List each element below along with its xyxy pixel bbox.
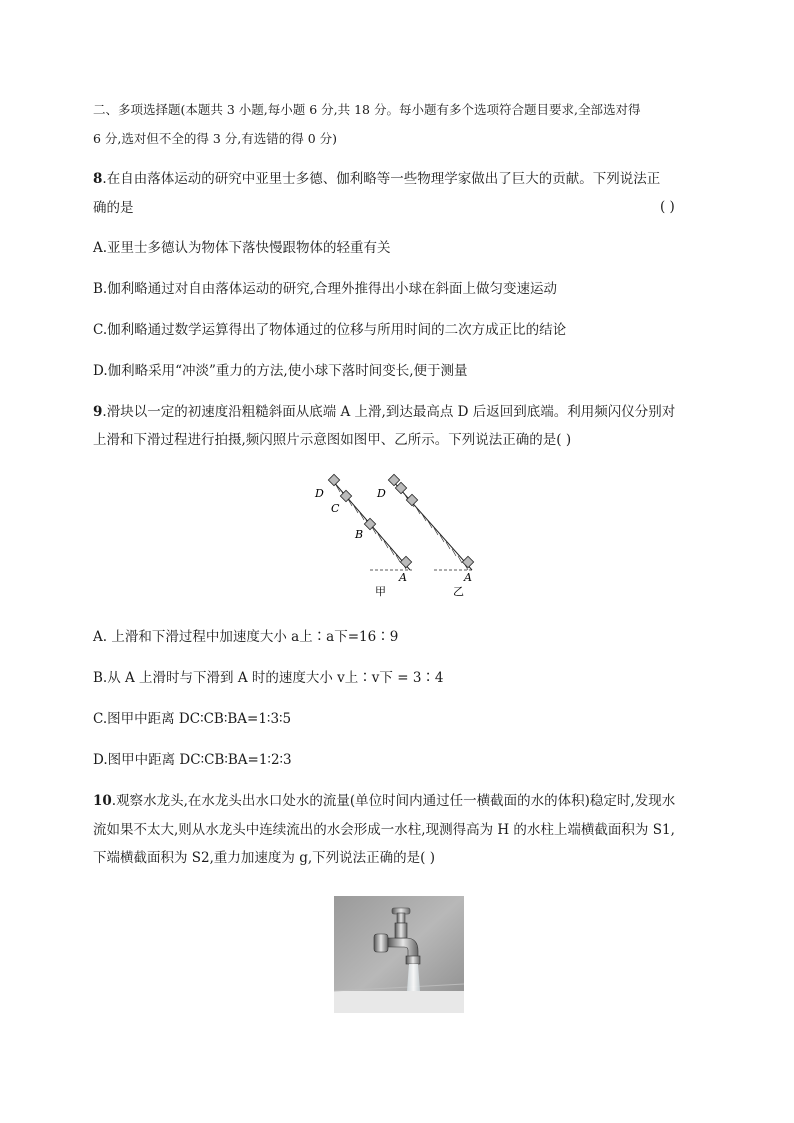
q8-stem-line2: 确的是 bbox=[93, 200, 134, 216]
q8-answer-paren: ( ) bbox=[660, 199, 675, 215]
section-header-line2: 6 分,选对但不全的得 3 分,有选错的得 0 分) bbox=[93, 131, 338, 146]
label-yi: 乙 bbox=[453, 585, 464, 598]
q8-number: 8 bbox=[93, 171, 103, 187]
q10-stem-line3: 下端横截面积为 S2,重力加速度为 g,下列说法正确的是( ) bbox=[93, 850, 435, 866]
q8-option-b: B.伽利略通过对自由落体运动的研究,合理外推得出小球在斜面上做匀变速运动 bbox=[93, 281, 558, 297]
q9-option-b: B.从 A 上滑时与下滑到 A 时的速度大小 v上∶v下 = 3∶4 bbox=[93, 670, 444, 686]
q8-stem-text1: .在自由落体运动的研究中亚里士多德、伽利略等一些物理学家做出了巨大的贡献。下列说法正 bbox=[102, 171, 661, 187]
q8-option-c: C.伽利略通过数学运算得出了物体通过的位移与所用时间的二次方成正比的结论 bbox=[93, 322, 567, 338]
faucet-photo bbox=[334, 896, 464, 1013]
label-jia-c: C bbox=[331, 502, 340, 515]
label-jia-a: A bbox=[399, 571, 407, 584]
q9-stem-line1 bbox=[93, 403, 675, 421]
block-yi-1 bbox=[388, 474, 399, 485]
q10-number: 10 bbox=[93, 793, 112, 809]
q9-stem-text1: .滑块以一定的初速度沿粗糙斜面从底端 A 上滑,到达最高点 D 后返回到底端。利用频闪仪分别对 bbox=[102, 404, 676, 420]
label-jia-b: B bbox=[355, 528, 364, 541]
q9-number: 9 bbox=[93, 404, 103, 420]
label-yi-d: D bbox=[377, 487, 386, 500]
q10-stem-line2: 流如果不太大,则从水龙头中连续流出的水会形成一水柱,现测得高为 H 的水柱上端横截面积为 S1, bbox=[93, 822, 675, 838]
block-yi-4 bbox=[462, 556, 473, 567]
block-yi-2 bbox=[395, 482, 406, 493]
label-yi-a: A bbox=[464, 571, 472, 584]
q9-stem-line2: 上滑和下滑过程进行拍摄,频闪照片示意图如图甲、乙所示。下列说法正确的是( ) bbox=[93, 432, 572, 448]
q9-option-a: A. 上滑和下滑过程中加速度大小 a上∶a下=16∶9 bbox=[93, 629, 399, 645]
q8-stem-line1 bbox=[93, 170, 660, 188]
label-jia-d: D bbox=[315, 487, 324, 500]
incline-diagram bbox=[300, 470, 500, 602]
q10-stem-line1 bbox=[93, 792, 675, 810]
block-yi-3 bbox=[406, 494, 417, 505]
block-jia-a bbox=[400, 556, 411, 567]
q8-option-a: A.亚里士多德认为物体下落快慢跟物体的轻重有关 bbox=[93, 240, 391, 256]
q9-option-c: C.图甲中距离 DC∶CB∶BA=1∶3∶5 bbox=[93, 711, 292, 727]
q10-stem-text1: .观察水龙头,在水龙头出水口处水的流量(单位时间内通过任一横截面的水的体积)稳定时,发现水 bbox=[111, 793, 676, 809]
section-header-line1: 二、多项选择题(本题共 3 小题,每小题 6 分,共 18 分。每小题有多个选项符合题目要求,全部选对得 bbox=[93, 102, 641, 117]
q9-option-d: D.图甲中距离 DC∶CB∶BA=1∶2∶3 bbox=[93, 752, 292, 768]
q8-option-d: D.伽利略采用“冲淡”重力的方法,使小球下落时间变长,便于测量 bbox=[93, 363, 468, 379]
label-jia: 甲 bbox=[375, 585, 386, 598]
block-jia-d bbox=[328, 474, 339, 485]
